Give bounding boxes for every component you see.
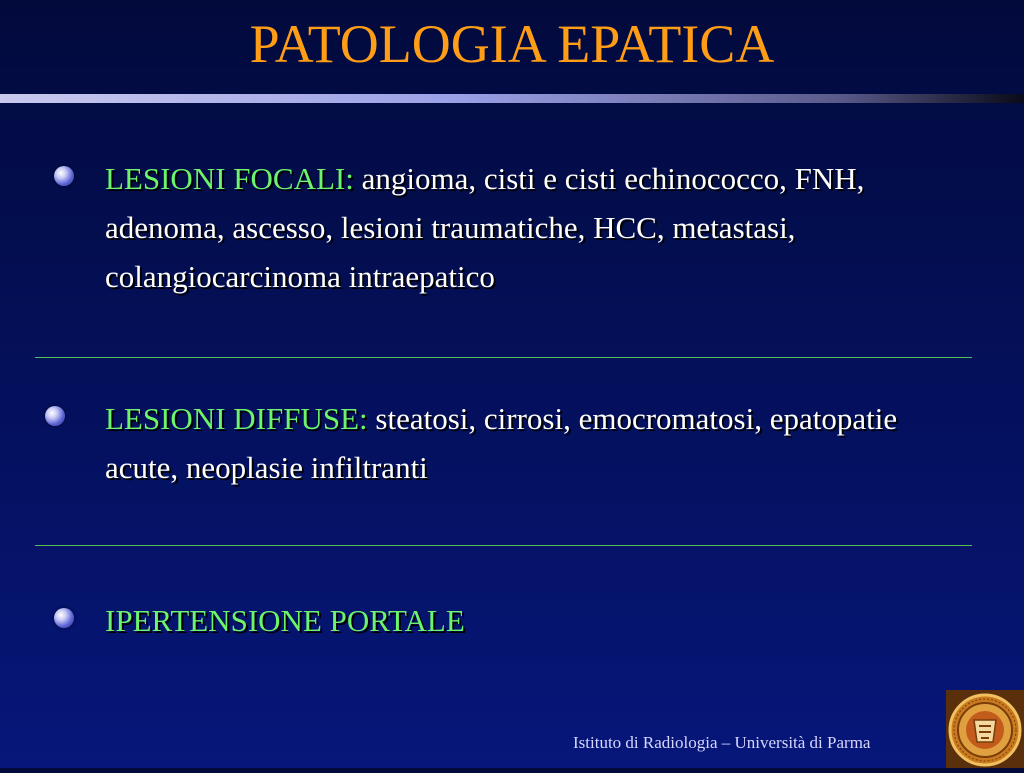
page-title: PATOLOGIA EPATICA bbox=[249, 14, 775, 74]
item-text: steatosi, cirrosi, emocromatosi, epatopatie acute, neoplasie infiltranti bbox=[105, 401, 898, 485]
list-item-portal-hypertension bbox=[105, 596, 925, 645]
item-label-separator: : bbox=[345, 161, 354, 196]
item-label: IPERTENSIONE PORTALE bbox=[105, 603, 465, 638]
item-divider bbox=[35, 545, 972, 546]
item-text: angioma, cisti e cisti echinococco, FNH, adenoma, ascesso, lesioni traumatiche, HCC, metastasi, colangiocarcinoma intraepatico bbox=[105, 161, 865, 294]
bullet-icon bbox=[54, 166, 74, 186]
item-label: LESIONI DIFFUSE: bbox=[105, 401, 368, 436]
list-item-focal-lesions bbox=[105, 154, 925, 301]
item-label: LESIONI FOCALI bbox=[105, 161, 346, 196]
university-seal-logo bbox=[946, 690, 1024, 768]
bullet-icon bbox=[54, 608, 74, 628]
bullet-icon bbox=[45, 406, 65, 426]
footer-institution: Istituto di Radiologia – Università di Parma bbox=[573, 733, 871, 752]
item-divider bbox=[35, 357, 972, 358]
title-divider bbox=[0, 94, 1024, 103]
list-item-diffuse-lesions bbox=[105, 394, 925, 492]
